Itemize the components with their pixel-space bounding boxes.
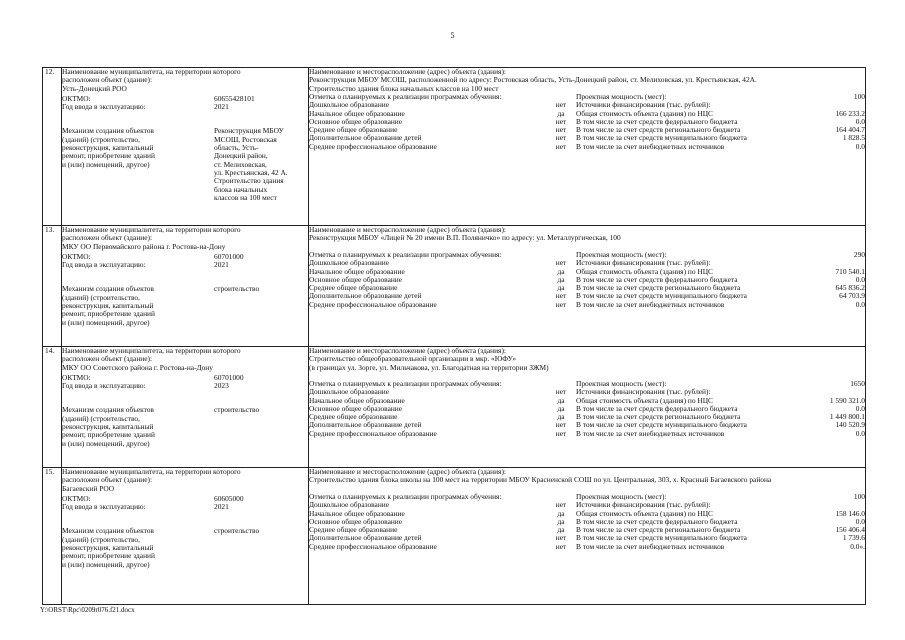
- year-value: 2023: [214, 381, 229, 391]
- oktmo-label: ОКТМО:: [62, 251, 91, 261]
- fin-value: 0.0: [855, 299, 865, 309]
- fin-label: Проектная мощность (мест):: [576, 379, 667, 388]
- fin-value: 290: [853, 250, 865, 259]
- edu-program-name: Дополнительное образование детей: [309, 133, 422, 143]
- object-header: Наименование и месторасположение (адрес) объекта (здания): Реконструкция МБОУ МСОШ, расположенной по адресу: Ростовская область, Усть-Донецкий район, ст. Мелиховская, ул. Крестьянская, 42А. Строительство здания блока начальных классов на 100 мест: [309, 67, 757, 93]
- fin-value: 0.0: [855, 116, 865, 126]
- edu-program-name: Дошкольное образование: [309, 500, 390, 510]
- edu-title: Отметка о планируемых к реализации программах обучения:: [309, 379, 502, 388]
- edu-program-name: Начальное общее образование: [309, 266, 405, 276]
- mechanism-value: Реконструкция МБОУ МСОШ, Ростовская область, Усть- Донецкий район, ст. Мелиховская, ул. Крестьянская, 42 А. Строительство здания блока начальных классов на 100 мест: [214, 126, 288, 202]
- fin-value: 166 233.2: [835, 108, 865, 118]
- municipality-header: Наименование муниципалитета, на территории которого расположен объект (здание): МКУ ОО Советского района г. Ростова-на-Дону: [62, 346, 241, 372]
- edu-program-name: Дошкольное образование: [309, 100, 390, 110]
- edu-program-mark: да: [557, 108, 565, 118]
- edu-program-mark: да: [557, 508, 565, 518]
- edu-program-mark: нет: [555, 258, 567, 268]
- edu-title: Отметка о планируемых к реализации программах обучения:: [309, 92, 502, 101]
- edu-program-mark: да: [557, 266, 565, 276]
- edu-program-name: Начальное общее образование: [309, 108, 405, 118]
- program-finance-grid: [309, 380, 865, 438]
- edu-program-mark: нет: [555, 141, 567, 151]
- edu-program-mark: да: [557, 525, 565, 535]
- edu-program-mark: да: [557, 395, 565, 405]
- edu-program-mark: да: [557, 412, 565, 422]
- year-label: Год ввода в эксплуатацию:: [62, 260, 146, 270]
- edu-program-mark: нет: [555, 125, 567, 135]
- mechanism-label: Механизм создания объектов (зданий) (строительство, реконструкция, капитальный ремонт, приобретение зданий и (или) помещений, другое): [62, 405, 155, 448]
- fin-label: В том числе за счет внебюджетных источников: [576, 428, 725, 438]
- oktmo-value: 60655428101: [214, 93, 255, 103]
- mechanism-label: Механизм создания объектов (зданий) (строительство, реконструкция, капитальный ремонт, приобретение зданий и (или) помещений, другое): [62, 126, 155, 169]
- program-finance-grid: [309, 251, 865, 309]
- object-header: Наименование и месторасположение (адрес) объекта (здания): Реконструкция МБОУ «Лицей № 20 имени В.П. Поляничко» по адресу: ул. Металлургическая, 100: [309, 225, 621, 243]
- edu-program-mark: да: [557, 274, 565, 284]
- row-number: 13.: [43, 226, 62, 347]
- mechanism-value: строительство: [214, 526, 260, 536]
- year-value: 2021: [214, 260, 229, 270]
- edu-program-name: Дополнительное образование детей: [309, 291, 422, 301]
- oktmo-label: ОКТМО:: [62, 93, 91, 103]
- object-header: Наименование и месторасположение (адрес) объекта (здания): Строительство здания блока школы на 100 мест на территории МБОУ Красненской СОШ по ул. Центральная, 303, х. Красный Багаевского района: [309, 467, 772, 485]
- municipality-header: Наименование муниципалитета, на территории которого расположен объект (здание): Усть-Донецкий РОО: [62, 67, 241, 93]
- edu-program-name: Основное общее образование: [309, 116, 403, 126]
- municipality-cell: [62, 468, 309, 605]
- oktmo-value: 60701000: [214, 372, 244, 382]
- oktmo-value: 60701000: [214, 251, 244, 261]
- edu-program-name: Начальное общее образование: [309, 395, 405, 405]
- fin-label: В том числе за счет средств муниципального бюджета: [576, 420, 747, 430]
- fin-label: В том числе за счет средств муниципального бюджета: [576, 133, 747, 143]
- fin-label: В том числе за счет средств регионального бюджета: [576, 125, 741, 135]
- mechanism-value: строительство: [214, 284, 260, 294]
- edu-program-name: Основное общее образование: [309, 274, 403, 284]
- edu-program-mark: нет: [555, 541, 567, 551]
- fin-label: Проектная мощность (мест):: [576, 92, 667, 101]
- edu-program-mark: нет: [555, 100, 567, 110]
- fin-label: Источники финансирования (тыс. рублей):: [576, 258, 711, 268]
- edu-program-name: Среднее общее образование: [309, 525, 398, 535]
- fin-label: В том числе за счет средств федерального бюджета: [576, 116, 738, 126]
- edu-program-mark: да: [557, 283, 565, 293]
- edu-program-name: Среднее общее образование: [309, 125, 398, 135]
- table-row: [43, 347, 866, 468]
- year-value: 2021: [214, 502, 229, 512]
- object-cell: [309, 68, 866, 226]
- fin-value: 100: [853, 92, 865, 101]
- program-finance-grid: [309, 493, 865, 551]
- file-path-footer: Y:\ORST\Rpc\0209r076.f21.docx: [40, 606, 135, 614]
- fin-value: 1 449 800.1: [829, 412, 865, 422]
- municipality-cell: [62, 347, 309, 468]
- fin-label: Проектная мощность (мест):: [576, 492, 667, 501]
- row-number: 14.: [43, 347, 62, 468]
- page-number: 5: [450, 31, 455, 40]
- fin-value: 64 703.9: [839, 291, 865, 301]
- fin-value: 0.0».: [850, 541, 865, 551]
- edu-program-mark: нет: [555, 428, 567, 438]
- fin-value: 0.0: [855, 516, 865, 526]
- fin-label: Общая стоимость объекта (здания) по НЦС: [576, 108, 713, 118]
- fin-value: 1 739.6: [842, 533, 865, 543]
- municipality-cell: [62, 68, 309, 226]
- edu-program-name: Основное общее образование: [309, 403, 403, 413]
- object-cell: [309, 347, 866, 468]
- fin-label: В том числе за счет средств муниципального бюджета: [576, 533, 747, 543]
- oktmo-label: ОКТМО:: [62, 493, 91, 503]
- edu-program-name: Среднее общее образование: [309, 412, 398, 422]
- oktmo-value: 60605000: [214, 493, 244, 503]
- municipality-cell: [62, 226, 309, 347]
- year-label: Год ввода в эксплуатацию:: [62, 102, 146, 112]
- fin-label: В том числе за счет внебюджетных источников: [576, 141, 725, 151]
- edu-program-name: Дошкольное образование: [309, 258, 390, 268]
- fin-label: В том числе за счет средств регионального бюджета: [576, 283, 741, 293]
- object-cell: [309, 468, 866, 605]
- fin-label: В том числе за счет средств федерального бюджета: [576, 403, 738, 413]
- table-row: [43, 468, 866, 605]
- edu-program-name: Среднее профессиональное образование: [309, 141, 437, 151]
- fin-label: В том числе за счет внебюджетных источников: [576, 541, 725, 551]
- fin-value: 1 590 321.0: [829, 395, 865, 405]
- fin-value: 164 404.7: [835, 125, 865, 135]
- fin-value: 1 828.5: [842, 133, 865, 143]
- edu-program-name: Среднее общее образование: [309, 283, 398, 293]
- year-value: 2021: [214, 102, 229, 112]
- row-number: 12.: [43, 68, 62, 226]
- fin-label: Источники финансирования (тыс. рублей):: [576, 100, 711, 110]
- fin-value: 0.0: [855, 428, 865, 438]
- objects-table: [42, 67, 866, 605]
- fin-label: Общая стоимость объекта (здания) по НЦС: [576, 508, 713, 518]
- edu-program-mark: нет: [555, 291, 567, 301]
- object-header: Наименование и месторасположение (адрес) объекта (здания): Строительство общеобразовательной организации в мкр. «ЮФУ» (в границах ул. Зорге, ул. Мильчакова, ул. Благодатная на территории ЗЖМ): [309, 346, 549, 372]
- fin-label: Источники финансирования (тыс. рублей):: [576, 500, 711, 510]
- fin-label: В том числе за счет средств регионального бюджета: [576, 412, 741, 422]
- table-row: [43, 226, 866, 347]
- edu-program-name: Дополнительное образование детей: [309, 533, 422, 543]
- fin-label: Источники финансирования (тыс. рублей):: [576, 387, 711, 397]
- row-number: 15.: [43, 468, 62, 605]
- edu-program-name: Среднее профессиональное образование: [309, 541, 437, 551]
- mechanism-label: Механизм создания объектов (зданий) (строительство, реконструкция, капитальный ремонт, приобретение зданий и (или) помещений, другое): [62, 526, 155, 569]
- municipality-header: Наименование муниципалитета, на территории которого расположен объект (здание): Багаевский РОО: [62, 467, 241, 493]
- edu-program-mark: нет: [555, 133, 567, 143]
- edu-program-name: Дополнительное образование детей: [309, 420, 422, 430]
- edu-program-mark: нет: [555, 299, 567, 309]
- fin-value: 0.0: [855, 274, 865, 284]
- edu-program-mark: да: [557, 516, 565, 526]
- edu-program-name: Начальное общее образование: [309, 508, 405, 518]
- mechanism-label: Механизм создания объектов (зданий) (строительство, реконструкция, капитальный ремонт, приобретение зданий и (или) помещений, другое): [62, 284, 155, 327]
- fin-value: 645 836.2: [835, 283, 865, 293]
- year-label: Год ввода в эксплуатацию:: [62, 502, 146, 512]
- municipality-header: Наименование муниципалитета, на территории которого расположен объект (здание): МКУ ОО Первомайского района г. Ростова-на-Дону: [62, 225, 241, 251]
- fin-value: 100: [853, 492, 865, 501]
- program-finance-grid: [309, 93, 865, 151]
- year-label: Год ввода в эксплуатацию:: [62, 381, 146, 391]
- fin-label: В том числе за счет средств регионального бюджета: [576, 525, 741, 535]
- edu-program-name: Дошкольное образование: [309, 387, 390, 397]
- fin-label: В том числе за счет внебюджетных источников: [576, 299, 725, 309]
- fin-value: 0.0: [855, 403, 865, 413]
- edu-program-mark: да: [557, 403, 565, 413]
- fin-label: Общая стоимость объекта (здания) по НЦС: [576, 266, 713, 276]
- edu-program-mark: нет: [555, 420, 567, 430]
- table-row: [43, 68, 866, 226]
- edu-program-name: Основное общее образование: [309, 516, 403, 526]
- fin-value: 710 540.1: [835, 266, 865, 276]
- fin-value: 1650: [850, 379, 865, 388]
- oktmo-label: ОКТМО:: [62, 372, 91, 382]
- edu-program-name: Среднее профессиональное образование: [309, 299, 437, 309]
- fin-label: Проектная мощность (мест):: [576, 250, 667, 259]
- fin-label: В том числе за счет средств федерального бюджета: [576, 516, 738, 526]
- edu-title: Отметка о планируемых к реализации программах обучения:: [309, 250, 502, 259]
- edu-program-mark: нет: [555, 116, 567, 126]
- object-cell: [309, 226, 866, 347]
- fin-label: В том числе за счет средств федерального бюджета: [576, 274, 738, 284]
- edu-program-name: Среднее профессиональное образование: [309, 428, 437, 438]
- fin-label: Общая стоимость объекта (здания) по НЦС: [576, 395, 713, 405]
- fin-value: 140 520.9: [835, 420, 865, 430]
- fin-label: В том числе за счет средств муниципального бюджета: [576, 291, 747, 301]
- edu-program-mark: нет: [555, 533, 567, 543]
- fin-value: 158 146.0: [835, 508, 865, 518]
- edu-program-mark: нет: [555, 500, 567, 510]
- edu-program-mark: нет: [555, 387, 567, 397]
- edu-title: Отметка о планируемых к реализации программах обучения:: [309, 492, 502, 501]
- fin-value: 156 406.4: [835, 525, 865, 535]
- mechanism-value: строительство: [214, 405, 260, 415]
- fin-value: 0.0: [855, 141, 865, 151]
